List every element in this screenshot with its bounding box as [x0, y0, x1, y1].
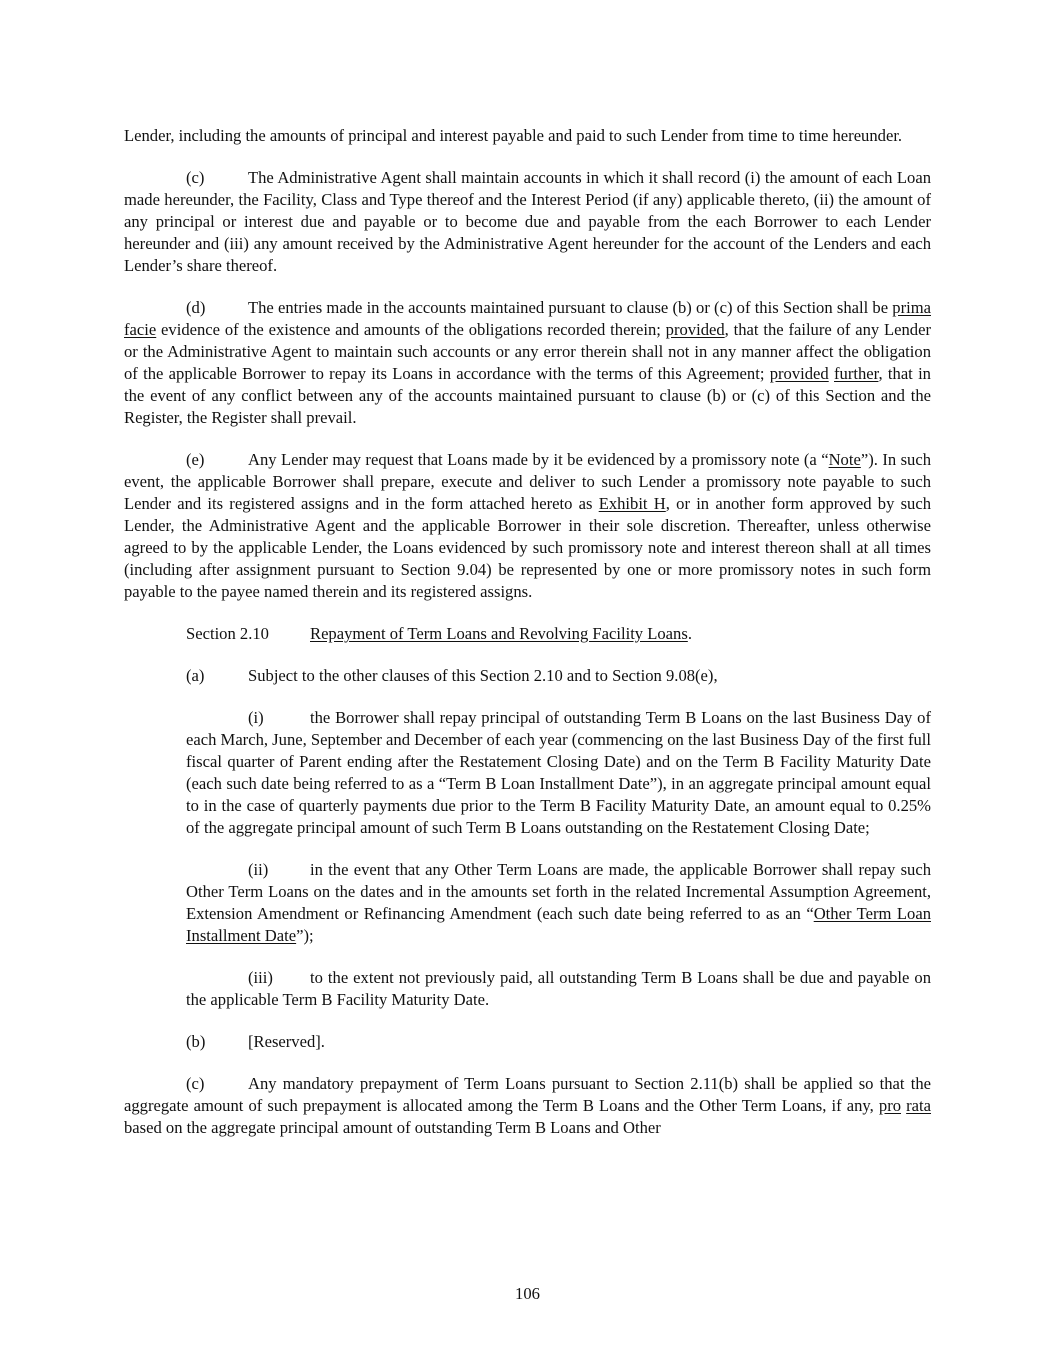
exhibit-h-reference: Exhibit H	[598, 494, 666, 513]
clause-label: (c)	[186, 1074, 205, 1093]
paragraph-text: the Borrower shall repay principal of outstanding Term B Loans on the last Business Day of each March, June, September and December of each year (commencing on the last Business Day of the first full fiscal quarter of Parent ending after the Restatement Closing Date) and on the Term B Facility Maturity Date (each such date being referred to as a “Term B Loan Installment Date”), in an aggregate principal amount equal to in the case of quarterly payments due prior to the Term B Facility Maturity Date, an amount equal to 0.25% of the aggregate principal amount of such Term B Loans outstanding on the Restatement Closing Date;	[186, 708, 931, 837]
section-number: Section 2.10	[186, 624, 269, 643]
paragraph-text: Lender, including the amounts of principal and interest payable and paid to such Lender from time to time hereunder.	[124, 126, 903, 145]
text-run: Any mandatory prepayment of Term Loans pursuant to Section 2.11(b) shall be applied so that the aggregate amount of such prepayment is allocated among the Term B Loans and the Other Term Loans, if any,	[124, 1074, 931, 1115]
paragraph-text: Subject to the other clauses of this Section 2.10 and to Section 9.08(e),	[248, 666, 718, 685]
page-number: 106	[515, 1284, 540, 1303]
term-rata: rata	[906, 1096, 932, 1115]
clause-label: (c)	[186, 168, 205, 187]
paragraph-e	[124, 449, 931, 603]
clause-label: (e)	[186, 450, 205, 469]
text-run: , that in the event of any conflict between any of the accounts maintained pursuant to clause (b) or (c) of this Section and the Register, the Register shall prevail.	[124, 364, 931, 427]
text-run: Any Lender may request that Loans made by it be evidenced by a promissory note (a “	[248, 450, 829, 469]
clause-label: (iii)	[248, 968, 273, 987]
text-run: The entries made in the accounts maintained pursuant to clause (b) or (c) of this Section shall be	[248, 298, 893, 317]
term-note: Note	[828, 450, 861, 469]
text-run: , or in another form approved by such Lender, the Administrative Agent and the applicable Borrower in their sole discretion. Thereafter, unless otherwise agreed to by the applicable Lender, the Loans evidenced by such promissory note and interest thereon shall at all times (including after assignment pursuant to Section 9.04) be represented by one or more promissory notes in such form payable to the payee named therein and its registered assigns.	[124, 494, 932, 601]
clause-label: (i)	[248, 708, 264, 727]
term-further: further	[834, 364, 879, 383]
term-other-term-loan-installment-date: Other Term Loan Installment Date	[186, 904, 931, 945]
subclause-i	[124, 707, 931, 839]
term-facie: facie	[124, 320, 157, 339]
section-title: Repayment of Term Loans and Revolving Facility Loans	[310, 624, 688, 643]
text-run: in the event that any Other Term Loans are made, the applicable Borrower shall repay such Other Term Loans on the dates and in the amounts set forth in the related Incremental Assumption Agreement, Extension Amendment or Refinancing Amendment (each such date being referred to as an “	[186, 860, 931, 923]
subsection-a	[124, 665, 931, 687]
term-provided: provided	[665, 320, 725, 339]
clause-label: (b)	[186, 1032, 206, 1051]
text-run: evidence of the existence and amounts of the obligations recorded therein;	[156, 320, 666, 339]
section-title-period: .	[687, 624, 692, 643]
text-run: based on the aggregate principal amount of outstanding Term B Loans and Other	[124, 1118, 661, 1137]
term-pro: pro	[878, 1096, 902, 1115]
term-provided: provided	[769, 364, 829, 383]
document-body	[124, 125, 931, 1139]
paragraph-continuation	[124, 125, 931, 147]
text-run: , that the failure of any Lender or the Administrative Agent to maintain such accounts or any error therein shall not in any manner affect the obligation of the applicable Borrower to repay its Loans in accordance with the terms of this Agreement;	[124, 320, 931, 383]
text-run: ”). In such event, the applicable Borrower shall prepare, execute and deliver to such Lender a promissory note payable to such Lender and its registered assigns and in the form attached hereto as	[124, 450, 931, 513]
clause-label: (ii)	[248, 860, 269, 879]
term-prima: prima	[892, 298, 931, 317]
subclause-ii	[124, 859, 931, 947]
text-run: ”);	[296, 926, 314, 945]
paragraph-text: [Reserved].	[248, 1032, 325, 1051]
paragraph-c	[124, 167, 931, 277]
clause-label: (a)	[186, 666, 205, 685]
clause-label: (d)	[186, 298, 206, 317]
paragraph-d	[124, 297, 931, 429]
paragraph-text: The Administrative Agent shall maintain accounts in which it shall record (i) the amount of each Loan made hereunder, the Facility, Class and Type thereof and the Interest Period (if any) applicable thereto, (ii) the amount of any principal or interest due and payable or to become due and payable from the each Borrower to each Lender hereunder and (iii) any amount received by the Administrative Agent hereunder for the account of the Lenders and each Lender’s share thereof.	[124, 168, 931, 275]
subsection-b	[124, 1031, 931, 1053]
subsection-c	[124, 1073, 931, 1139]
paragraph-text: to the extent not previously paid, all outstanding Term B Loans shall be due and payable on the applicable Term B Facility Maturity Date.	[186, 968, 931, 1009]
section-heading	[124, 623, 931, 645]
subclause-iii	[124, 967, 931, 1011]
